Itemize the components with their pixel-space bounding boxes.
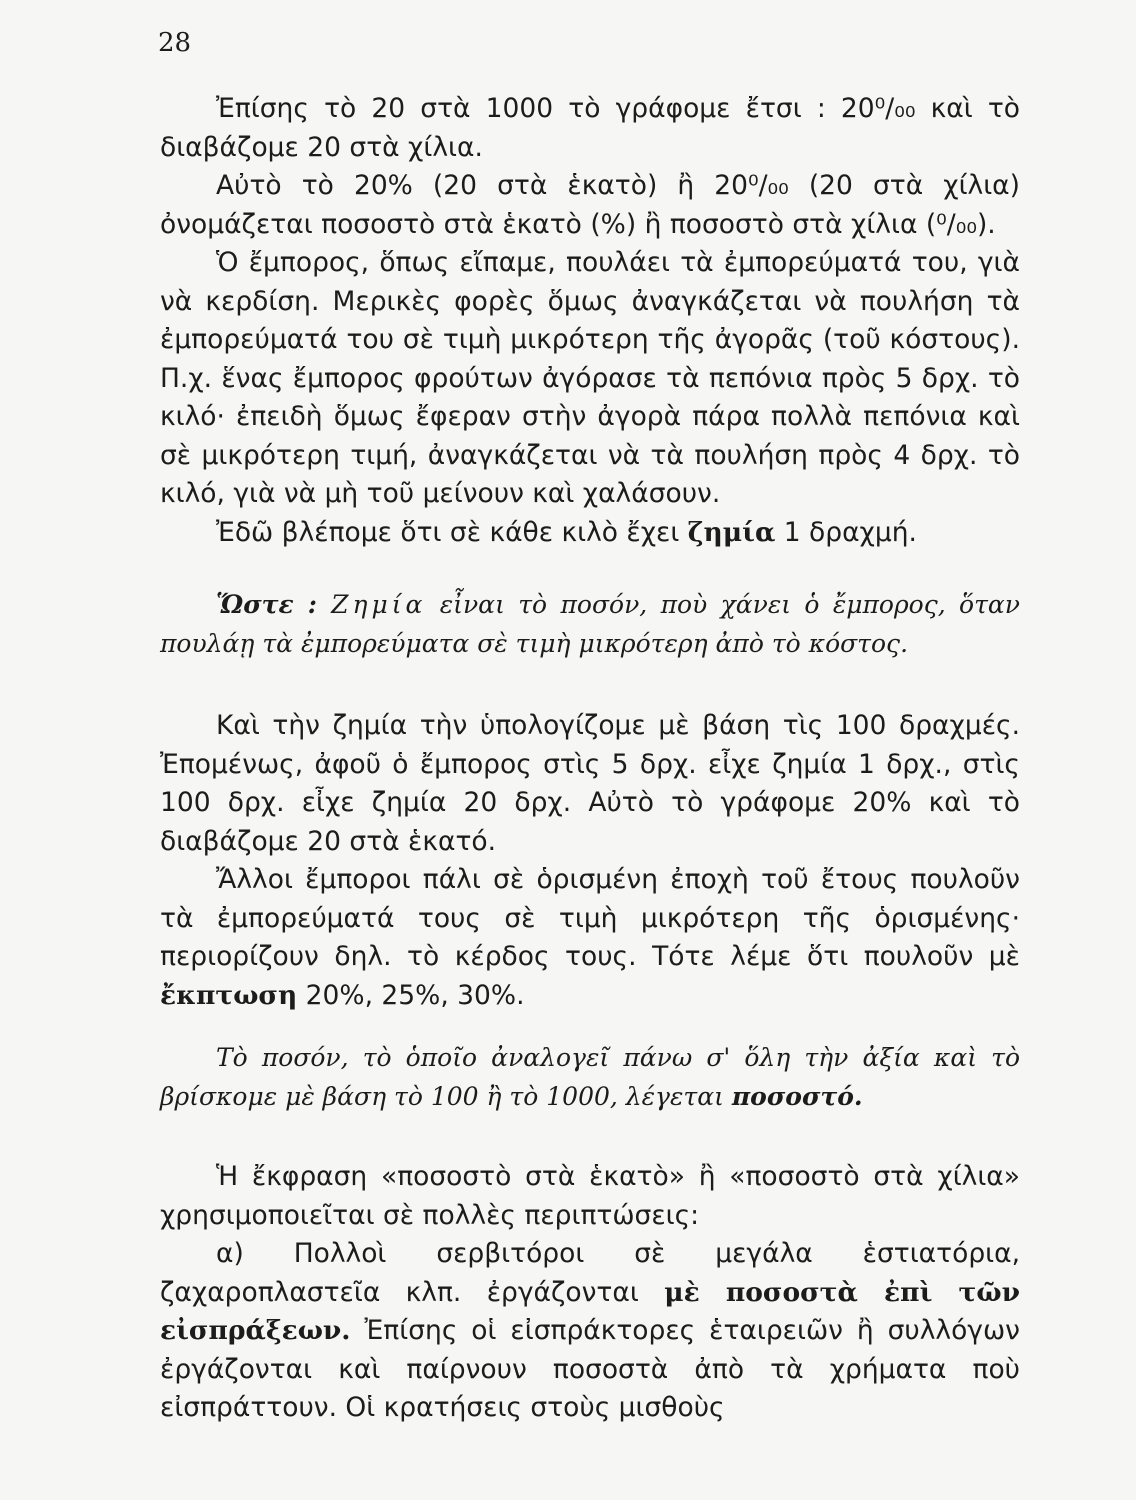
loss-observation-end: 1 δραχμή. — [775, 516, 917, 548]
definition-lead: Ὥστε : — [216, 590, 332, 619]
page-number: 28 — [158, 28, 192, 58]
usage-example-bold: μὲ ποσοστὰ ἐπὶ τῶν εἰσπράξεων. — [160, 1276, 1021, 1346]
percentage-term: ποσοστό. — [731, 1081, 863, 1111]
paragraph-merchant-example: Ὁ ἔμπορος, ὅπως εἴπαμε, πουλάει τὰ ἐμπορεύματά του, γιὰ νὰ κερδίση. Μερικὲς φορὲς ὅμως ἀναγκάζεται νὰ πουλήση τὰ ἐμπορεύματά του σὲ τιμὴ μικρότερη τῆς ἀγορᾶς (τοῦ κόστους). Π.χ. ἕνας ἔμπορος φρούτων ἀγόρασε τὰ πεπόνια πρὸς 5 δρχ. τὸ κιλό· ἐπειδὴ ὅμως ἔφεραν στὴν ἀγορὰ πάρα πολλὰ πεπόνια καὶ σὲ μικρότερη τιμή, ἀναγκάζεται νὰ τὰ πουλήση πρὸς 4 δρχ. τὸ κιλό, γιὰ νὰ μὴ τοῦ μείνουν καὶ χαλάσουν. — [160, 247, 1020, 509]
paragraph-loss-calculation: Καὶ τὴν ζημία τὴν ὑπολογίζομε μὲ βάση τὶς 100 δραχμές. Ἐπομένως, ἀφοῦ ὁ ἔμπορος στὶς 5 δρχ. εἶχε ζημία 1 δρχ., στὶς 100 δρχ. εἶχε ζημία 20 δρχ. Αὐτὸ τὸ γράφομε 20% καὶ τὸ διαβάζομε 20 στὰ ἑκατό. — [160, 710, 1020, 857]
paragraph-per-mille-notation: Ἐπίσης τὸ 20 στὰ 1000 τὸ γράφομε ἔτσι : 20⁰/₀₀ καὶ τὸ διαβάζομε 20 στὰ χίλια. — [160, 93, 1020, 163]
discount-values: 20%, 25%, 30%. — [297, 979, 525, 1011]
usage-example-end: Ἐπίσης οἱ εἰσπράκτορες ἑταιρειῶν ἢ συλλόγων ἐργάζονται καὶ παίρνουν ποσοστὰ ἀπὸ τὰ χρήματα ποὺ εἰσπράττουν. Οἱ κρατήσεις στοὺς μισθοὺς — [160, 1315, 1020, 1423]
paragraph-discount — [160, 861, 1020, 1015]
percentage-definition — [160, 1039, 1020, 1116]
paragraph-loss-observation — [160, 514, 1020, 553]
definition-term: Ζημία — [331, 590, 427, 619]
percentage-definition-body: Τὸ ποσόν, τὸ ὁποῖο ἀναλογεῖ πάνω σ' ὅλη τὴν ἀξία καὶ τὸ βρίσκομε μὲ βάση τὸ 100 ἢ τὸ 1000, λέγεται — [160, 1043, 1020, 1111]
discount-text: Ἄλλοι ἔμποροι πάλι σὲ ὁρισμένη ἐποχὴ τοῦ ἔτους πουλοῦν τὰ ἐμπορεύματά τους σὲ τιμὴ μικρότερη τῆς ὁρισμένης· περιορίζουν δηλ. τὸ κέρδος τους. Τότε λέμε ὅτι πουλοῦν μὲ — [160, 864, 1020, 972]
loss-term: ζημία — [687, 516, 776, 548]
body-text — [160, 90, 1020, 1428]
paragraph-usage-example-a — [160, 1235, 1020, 1428]
discount-term: ἔκπτωση — [160, 979, 298, 1011]
usage-example-text: α) Πολλοὶ σερβιτόροι σὲ μεγάλα ἑστιατόρια, ζαχαροπλαστεῖα κλπ. ἐργάζονται — [160, 1238, 1020, 1308]
paragraph-usage-intro: Ἡ ἔκφραση «ποσοστὸ στὰ ἑκατὸ» ἢ «ποσοστὸ στὰ χίλια» χρησιμοποιεῖται σὲ πολλὲς περιπτώσεις: — [160, 1161, 1020, 1231]
paragraph-percentage-definition: Αὐτὸ τὸ 20% (20 στὰ ἑκατὸ) ἢ 20⁰/₀₀ (20 στὰ χίλια) ὀνομάζεται ποσοστὸ στὰ ἑκατὸ (%) ἢ ποσοστὸ στὰ χίλια (⁰/₀₀). — [160, 170, 1020, 240]
loss-observation-text: Ἐδῶ βλέπομε ὅτι σὲ κάθε κιλὸ ἔχει — [216, 516, 688, 548]
loss-definition — [160, 586, 1020, 663]
definition-body: εἶναι τὸ ποσόν, ποὺ χάνει ὁ ἔμπορος, ὅταν πουλάῃ τὰ ἐμπορεύματα σὲ τιμὴ μικρότερη ἀπὸ τὸ κόστος. — [160, 590, 1020, 658]
